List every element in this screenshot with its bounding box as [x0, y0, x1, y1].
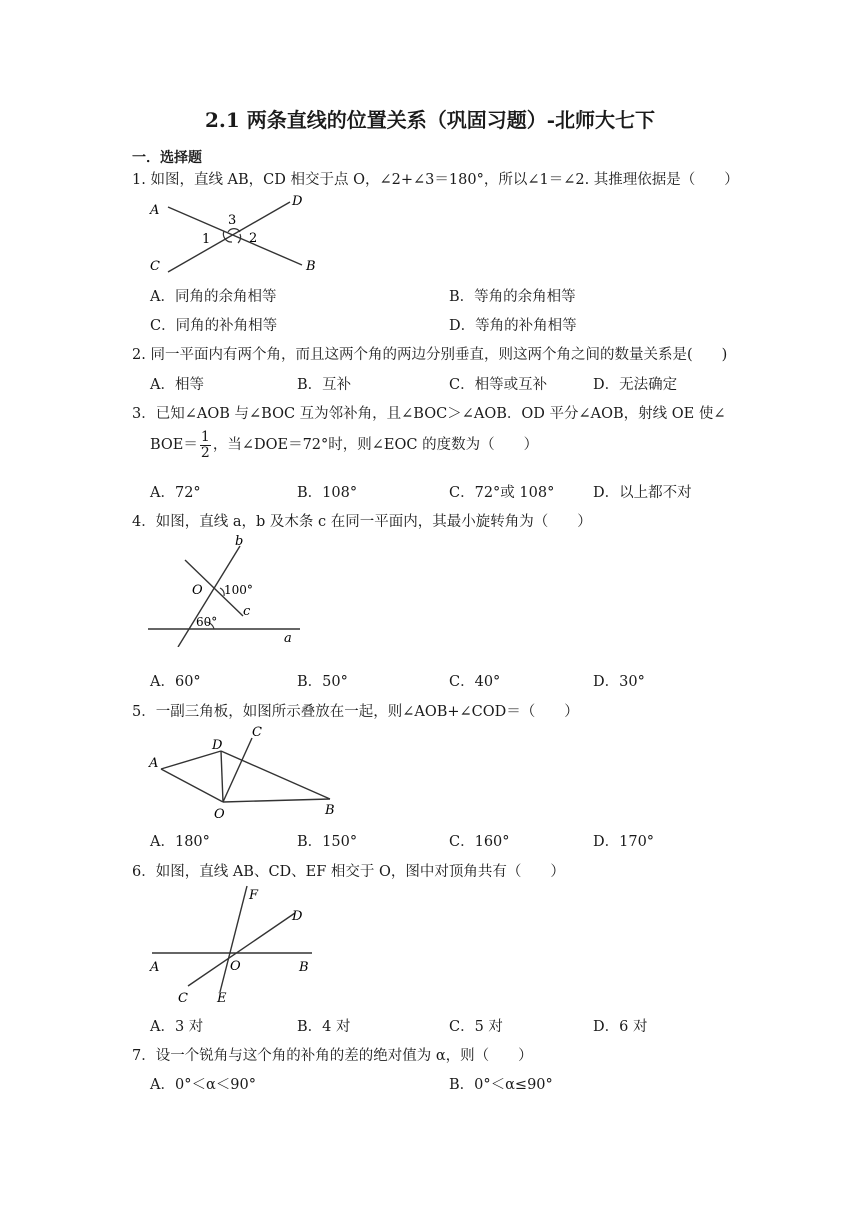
fig1-label-a: A — [150, 203, 160, 218]
fig1-angle-1: 1 — [202, 232, 211, 247]
fraction — [200, 430, 211, 460]
question-4-stem: 4．如图，直线 a，b 及木条 c 在同一平面内，其最小旋转角为（ ） — [132, 514, 592, 530]
page-title: 2.1 两条直线的位置关系（巩固习题）-北师大七下 — [204, 108, 656, 132]
question-6-option-a: A．3 对 — [150, 1019, 204, 1035]
fig1-label-d: D — [292, 194, 303, 209]
fig4-label-a: a — [284, 631, 292, 646]
question-2-option-d: D．无法确定 — [593, 377, 678, 393]
fig4-angle-60: 60° — [196, 615, 218, 629]
fig6-label-e: E — [217, 991, 227, 1006]
question-4-option-d: D．30° — [593, 674, 645, 690]
question-1-option-a: A．同角的余角相等 — [150, 289, 277, 305]
fig5-label-d: D — [212, 738, 223, 753]
fig1-label-c: C — [150, 259, 160, 274]
question-1-option-d: D．等角的补角相等 — [449, 318, 577, 334]
fig6-label-b: B — [299, 960, 309, 975]
question-6-option-d: D．6 对 — [593, 1019, 648, 1035]
question-4-option-a: A．60° — [150, 674, 201, 690]
fraction-numerator: 1 — [200, 429, 210, 445]
fig1-label-b: B — [306, 259, 316, 274]
fig6-label-d: D — [292, 909, 303, 924]
question-6-option-b: B．4 对 — [297, 1019, 351, 1035]
question-6-figure — [140, 882, 330, 1007]
fig5-label-c: C — [252, 725, 262, 740]
question-1-figure — [140, 190, 330, 280]
question-5-figure — [140, 722, 350, 822]
question-1-stem: 1. 如图，直线 AB，CD 相交于点 O，∠2+∠3＝180°，所以∠1＝∠2. 其推理依据是（ ） — [132, 172, 739, 188]
question-2-option-b: B．互补 — [297, 377, 352, 393]
question-2-option-a: A．相等 — [150, 377, 204, 393]
question-1-option-b: B．等角的余角相等 — [449, 289, 576, 305]
question-2-option-c: C．相等或互补 — [449, 377, 548, 393]
question-4-figure — [140, 532, 320, 647]
fraction-denominator: 2 — [200, 445, 210, 461]
fig4-label-c: c — [243, 604, 251, 619]
fig5-label-b: B — [325, 803, 335, 818]
fig4-label-b: b — [235, 534, 244, 549]
question-3-option-a: A．72° — [150, 485, 201, 501]
fig6-label-c: C — [178, 991, 188, 1006]
question-4-option-c: C．40° — [449, 674, 501, 690]
question-3-option-d: D．以上都不对 — [593, 485, 692, 501]
section-heading: 一．选择题 — [132, 150, 202, 166]
question-4-option-b: B．50° — [297, 674, 348, 690]
question-3-stem-suffix: ，当∠DOE＝72°时，则∠EOC 的度数为（ ） — [212, 437, 539, 453]
question-6-option-c: C．5 对 — [449, 1019, 503, 1035]
fig6-label-a: A — [150, 960, 160, 975]
fig5-label-a: A — [149, 756, 159, 771]
question-5-option-d: D．170° — [593, 834, 655, 850]
fig4-label-o: O — [192, 583, 203, 598]
fig4-angle-100: 100° — [224, 583, 253, 597]
question-3-option-b: B．108° — [297, 485, 358, 501]
question-7-option-b: B．0°＜α≤90° — [449, 1077, 553, 1093]
fig5-label-o: O — [214, 807, 225, 822]
question-3-stem-prefix: BOE＝ — [150, 437, 198, 453]
question-5-option-c: C．160° — [449, 834, 510, 850]
fig1-angle-2: 2 — [249, 231, 258, 246]
question-6-stem: 6．如图，直线 AB、CD、EF 相交于 O，图中对顶角共有（ ） — [132, 864, 565, 880]
question-5-option-b: B．150° — [297, 834, 358, 850]
question-2-stem: 2. 同一平面内有两个角，而且这两个角的两边分别垂直，则这两个角之间的数量关系是( ) — [132, 347, 728, 363]
question-7-stem: 7．设一个锐角与这个角的补角的差的绝对值为 α，则（ ） — [132, 1048, 533, 1064]
question-7-option-a: A．0°＜α＜90° — [150, 1077, 256, 1093]
fig6-label-o: O — [230, 959, 241, 974]
question-3-stem: 3．已知∠AOB 与∠BOC 互为邻补角，且∠BOC＞∠AOB．OD 平分∠AOB，射线 OE 使∠ — [132, 406, 726, 422]
fig6-label-f: F — [249, 888, 259, 903]
question-3-stem-line2 — [150, 430, 538, 460]
question-5-stem: 5．一副三角板，如图所示叠放在一起，则∠AOB+∠COD＝（ ） — [132, 704, 579, 720]
question-5-option-a: A．180° — [150, 834, 210, 850]
question-1-option-c: C．同角的补角相等 — [150, 318, 278, 334]
question-3-option-c: C．72°或 108° — [449, 485, 555, 501]
fig1-angle-3: 3 — [228, 213, 237, 228]
